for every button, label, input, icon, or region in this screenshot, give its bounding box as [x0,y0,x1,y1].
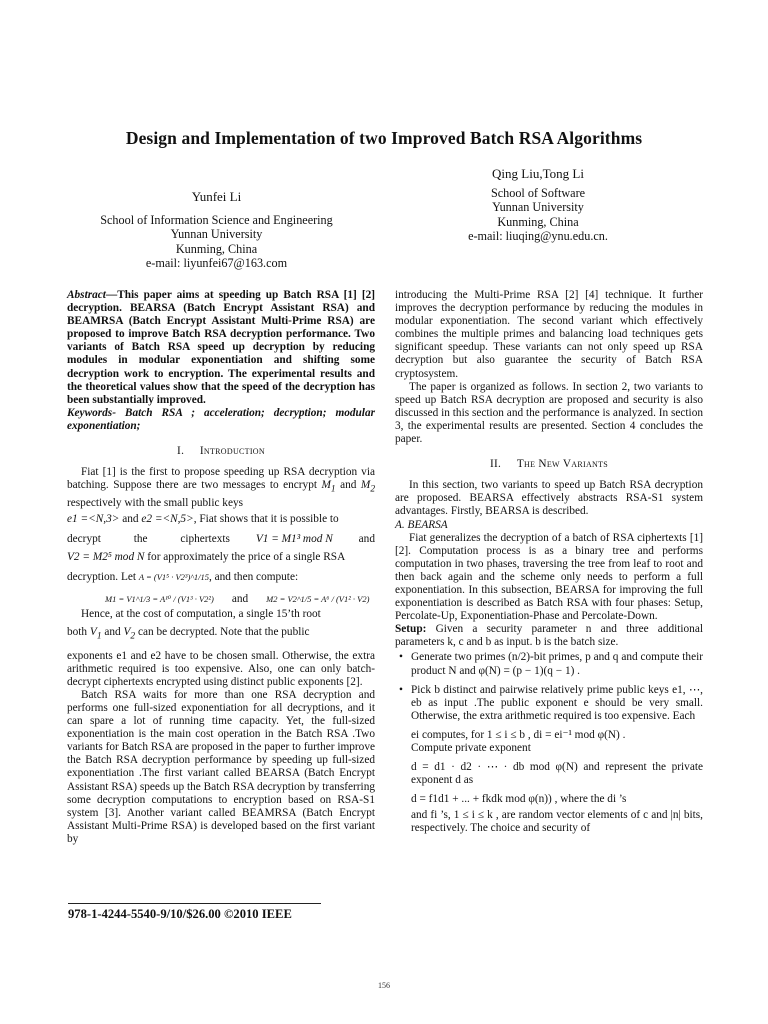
setup-label: Setup: [395,623,427,636]
text: and [358,532,375,545]
intro-v2-line [67,551,375,564]
bullet-text: Pick b distinct and pairwise relatively prime public keys e1, ⋯, eb as input .The public exponent e should be very small. Otherwise, the extra arithmetic required is too expensive. Each [411,683,703,722]
author-affiliation: School of Information Science and Engineering [100,213,333,228]
bullet-text: Generate two primes (n/2)-bit primes, p and q and compute their product N and φ(N) = (p − 1)(q − 1) . [411,651,703,677]
right-paragraph-3: In this section, two variants to speed up Batch RSA decryption are proposed. BEARSA effectively abstracts RSA-S1 system advantages. Firstly, BEARSA is described. [395,479,703,518]
abstract [67,289,375,407]
left-column [67,289,375,846]
author-email: e-mail: liyunfei67@163.com [145,255,288,270]
bullet-icon: • [399,683,403,696]
subsection-heading-bearsa: A. BEARSA [395,518,448,531]
text: and [231,593,249,606]
text: decrypt the ciphertexts [67,532,230,545]
math-m1: M1 = V1^1/3 = A¹⁰ / (V1³ · V2²) [105,594,214,605]
math-a: A = (V1⁵ · V2³)^1/15 [138,571,209,582]
bullet-continuation: and fi ’s, 1 ≤ i ≤ k , are random vector elements of c and |n| bits, respectively. The choice and security of [411,809,703,835]
right-paragraph-2: The paper is organized as follows. In section 2, two variants to speed up Batch RSA decryption are proposed and security is also discussed in this section and the performance is analyzed. In section 3, the experimental results are presented. Section 4 concludes the paper. [395,380,703,446]
abstract-lead: Abstract [67,289,106,301]
section-title: The New Variants [516,458,609,471]
author-name: Yunfei Li [191,189,242,204]
var-v2: $V_2$ [123,626,136,642]
copyright-footer: 978-1-4244-5540-9/10/$26.00 ©2010 IEEE [68,907,292,921]
section-heading-new-variants [395,458,703,471]
text: , Fiat shows that it is possible to [193,512,339,525]
keywords: Keywords- Batch RSA ; acceleration; decryption; modular exponentiation; [67,406,375,432]
text: Fiat [1] is the first to propose speeding up RSA decryption via batching. Suppose there are two messages to encrypt [67,466,375,492]
text: and [340,479,357,492]
math-e2: e2 =<N,5> [141,512,194,525]
abstract-text: —This paper aims at speeding up Batch RSA [1] [2] decryption. BEARSA (Batch Encrypt Assistant RSA) and BEAMRSA (Batch Encrypt Assistant Multi-Prime RSA) are proposed to improve Batch RSA decryption performance. Two variants of Batch RSA speed up decryption by reducing modules in modular exponentiation and shifting some decryption work to encryption. The experimental results and the theoretical values show that the speed of the decryption has been substantially improved. [67,289,375,406]
setup-paragraph [395,623,703,649]
intro-paragraph-3: exponents e1 and e2 have to be chosen small. Otherwise, the extra arithmetic required is too expensive. Also, one can only batch-decrypt ciphertexts encrypted using distinct public exponents [2]. [67,649,375,688]
author-block-left [88,190,345,270]
intro-paragraph-4: Batch RSA waits for more than one RSA decryption and performs one full-sized exponentiation for all decryptions, and it can spare a lot of running time capacity. Yet, the full-sized exponentiation is the main cost operation in the Batch RSA .Two variants for Batch RSA are proposed in the paper to further improve the Batch RSA decryption performance by speeding up full-sized exponentiation .The first variant called BEARSA (Batch Encrypt Assistant RSA) speeds up the Batch RSA decryption by transferring some decryption computations to encryption based on RSA-S1 system [3]. Another variant called BEAMRSA (Batch Encrypt Assistant Multi-Prime RSA) is developed based on the first variant by [67,688,375,845]
author-block-right [448,167,628,243]
text: for approximately the price of a single RSA [147,550,346,563]
intro-paragraph-1 [67,466,375,510]
var-m1: $M_1$ [321,479,336,495]
bullet-item [395,651,703,677]
author-affiliation: School of Software [490,186,586,201]
author-city: Kunming, China [175,241,258,256]
text: both [67,626,88,639]
text: and [104,626,121,639]
intro-keys-line [67,513,375,526]
bullet-continuation: d = d1 · d2 · ⋯ · db mod φ(N) and represent the private exponent d as [411,761,703,787]
text: decryption. Let [67,570,137,583]
bullet-continuation: ei computes, for 1 ≤ i ≤ b , di = ei⁻¹ mod φ(N) . [411,728,626,741]
author-city: Kunming, China [497,214,579,229]
right-paragraph-4: Fiat generalizes the decryption of a batch of RSA ciphertexts [1] [2]. Computation process is as a binary tree and performs computation in two phases, traversing the tree from leaf to root and then back again and the scheme only needs to perform a full exponentiation. In this subsection, BEARSA for improving the full exponentiation is described as Batch RSA with four phases: Setup, Percolate-Up, Exponentiation-Phase and Percolate-Down. [395,531,703,623]
math-v1: V1 = M1³ mod N [255,532,333,545]
intro-paragraph-2: Hence, at the cost of computation, a single 15’th root [81,608,321,621]
author-name: Qing Liu,Tong Li [492,166,584,181]
intro-decrypt-line [67,533,375,546]
section-heading-introduction [67,445,375,458]
setup-text: Given a security parameter n and three additional parameters k, c and b as input. b is the batch size. [395,623,703,649]
text: can be decrypted. Note that the public [137,626,310,639]
section-title: Introduction [199,445,265,458]
var-v1: $V_1$ [89,626,102,642]
right-column [395,289,703,836]
var-m2: $M_2$ [360,479,376,495]
text: , and then compute: [209,570,299,583]
intro-let-line [67,571,375,584]
bullet-continuation: Compute private exponent [411,742,531,754]
author-university: Yunnan University [170,227,263,242]
text: and [122,512,139,525]
intro-roots-equation [105,593,375,606]
bullet-continuation: d = f1d1 + ... + fkdk mod φ(n)) , where the di ’s [411,793,627,806]
bullet-item [395,684,703,723]
math-v2: V2 = M2⁵ mod N [67,550,145,563]
text: respectively with the small public keys [67,496,244,509]
bullet-icon: • [399,651,403,664]
math-e1: e1 =<N,3> [67,512,120,525]
math-m2: M2 = V2^1/5 = A⁶ / (V1² · V2) [266,594,370,605]
right-paragraph-1: introducing the Multi-Prime RSA [2] [4] technique. It further improves the decryption performance by reducing the modules in modular exponentiation. The second variant which effectively combines the multiple primes and balancing load techniques gets significant speedup. These variants can not only speed up RSA decryption but also guarantee the security of Batch RSA cryptosystem. [395,289,703,380]
footer-rule [68,903,321,904]
intro-both-line [67,626,375,643]
page-number: 156 [378,981,390,990]
author-email: e-mail: liuqing@ynu.edu.cn. [468,228,608,243]
section-number: II. [489,458,502,471]
paper-title: Design and Implementation of two Improved Batch RSA Algorithms [125,128,643,148]
section-number: I. [177,445,185,458]
author-university: Yunnan University [492,200,584,215]
